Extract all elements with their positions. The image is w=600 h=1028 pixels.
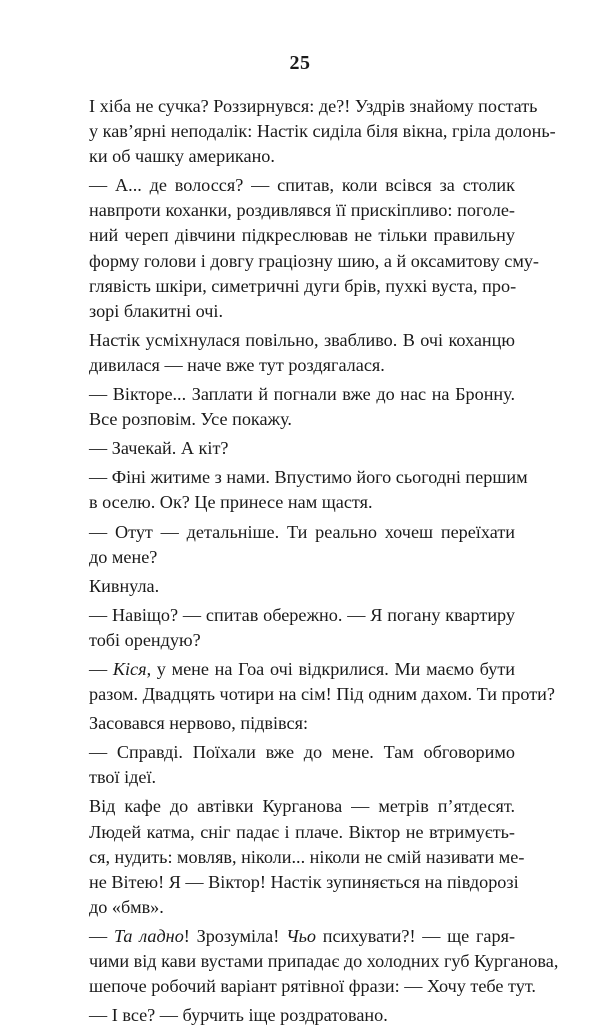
text-line [89,353,515,378]
text-run: дивилася — наче вже тут роздягалася. [89,354,385,375]
text-run: глявість шкіри, симетричні дуги брів, пухкі вуста, про- [89,275,517,296]
text-line [89,545,515,570]
text-line [89,249,539,274]
paragraph [89,328,515,378]
italic-text: Чьо [286,925,316,946]
text-line [89,974,536,999]
text-run: — [89,658,113,679]
text-run: Від кафе до автівки Курганова — метрів п’ятдесят. [89,796,515,817]
text-line [89,895,515,920]
text-line [89,328,515,353]
text-line [89,845,525,870]
text-line [89,794,515,819]
text-run: , у мене на Гоа очі відкрилися. Ми маємо бути [146,658,516,679]
text-run: у кав’ярні неподалік: Настік сиділа біля вікна, гріла долонь- [89,121,556,142]
text-line [89,1003,515,1028]
text-line [89,924,515,949]
text-run: в оселю. Ок? Це принесе нам щастя. [89,492,373,513]
paragraph [89,740,515,790]
text-run: разом. Двадцять чотири на сім! Під одним дахом. Ти проти? [89,684,555,705]
paragraph [89,520,515,570]
text-run: Людей катма, сніг падає і плаче. Віктор не втримуєть- [89,821,515,842]
text-run: ся, нудить: мовляв, ніколи... ніколи не смій називати ме- [89,846,525,867]
text-run: Все розповім. Усе покажу. [89,409,292,430]
text-line [89,765,515,790]
paragraph [89,711,515,736]
text-line [89,740,515,765]
text-line [89,407,515,432]
text-run: Засовався нервово, підвівся: [89,713,308,734]
text-line [89,603,515,628]
text-line [89,436,515,461]
text-run: — Вікторе... Заплати й погнали вже до нас на Бронну. [89,384,515,405]
text-line [89,198,515,223]
text-line [89,711,515,736]
text-line [89,949,559,974]
text-line [89,144,515,169]
italic-text: Кіся [112,658,147,679]
page-number: 25 [289,52,311,74]
text-run: — А... де волосся? — спитав, коли всівся за столик [89,175,515,196]
text-line [89,223,515,248]
paragraph [89,794,525,919]
text-run: навпроти коханки, роздивлявся її прискіпливо: поголе- [89,200,515,221]
text-line [89,820,515,845]
text-line [89,628,515,653]
text-run: — Зачекай. А кіт? [89,438,229,459]
body-text [89,94,559,1028]
text-run: І хіба не сучка? Роззирнувся: де?! Уздрів знайому постать [89,96,538,116]
text-line [89,299,515,324]
text-run: твої ідеї. [89,767,157,788]
paragraph [89,173,539,324]
text-line [89,657,515,682]
text-line [89,682,555,707]
text-run: шепоче робочий варіант рятівної фрази: — Хочу тебе тут. [89,976,536,997]
text-run: — І все? — бурчить іще роздратовано. [89,1005,388,1026]
text-run: — Справді. Поїхали вже до мене. Там обговоримо [89,742,515,763]
text-line [89,490,515,515]
text-line [89,94,538,119]
text-run: Кивнула. [89,575,160,596]
text-run: зорі блакитні очі. [89,300,224,321]
paragraph [89,465,528,515]
text-run: до «бмв». [89,896,164,917]
paragraph [89,1003,515,1028]
text-line [89,465,528,490]
text-run: ! Зрозуміла! [183,925,287,946]
text-run: ки об чашку американо. [89,146,275,167]
text-run: тобі орендую? [89,629,201,650]
text-line [89,382,515,407]
text-run: — Фіні житиме з нами. Впустимо його сьогодні першим [89,467,528,488]
text-run: ний череп дівчини підкреслював не тільки правильну [89,225,515,246]
paragraph [89,603,515,653]
text-line [89,274,515,299]
paragraph [89,382,515,432]
text-run: психувати?! — ще гаря- [315,925,516,946]
text-run: до мене? [89,546,158,567]
text-run: — Отут — детальніше. Ти реально хочеш переїхати [89,521,515,542]
text-run: Настік усміхнулася повільно, звабливо. В очі коханцю [89,329,515,350]
italic-text: Та ладно [113,925,184,946]
text-line [89,119,556,144]
text-line [89,870,519,895]
text-run: — [89,925,114,946]
text-line [89,520,515,545]
text-run: чими від кави вустами припадає до холодних губ Курганова, [89,951,559,971]
paragraph [89,436,515,461]
text-run: не Вітею! Я — Віктор! Настік зупиняється на півдорозі [89,871,519,892]
paragraph [89,924,559,999]
text-run: форму голови і довгу граціозну шию, а й оксамитову сму- [89,250,539,271]
text-run: — Навіщо? — спитав обережно. — Я погану квартиру [89,604,515,625]
paragraph [89,94,556,169]
text-line [89,173,515,198]
text-line [89,574,515,599]
paragraph [89,574,515,599]
paragraph [89,657,555,707]
